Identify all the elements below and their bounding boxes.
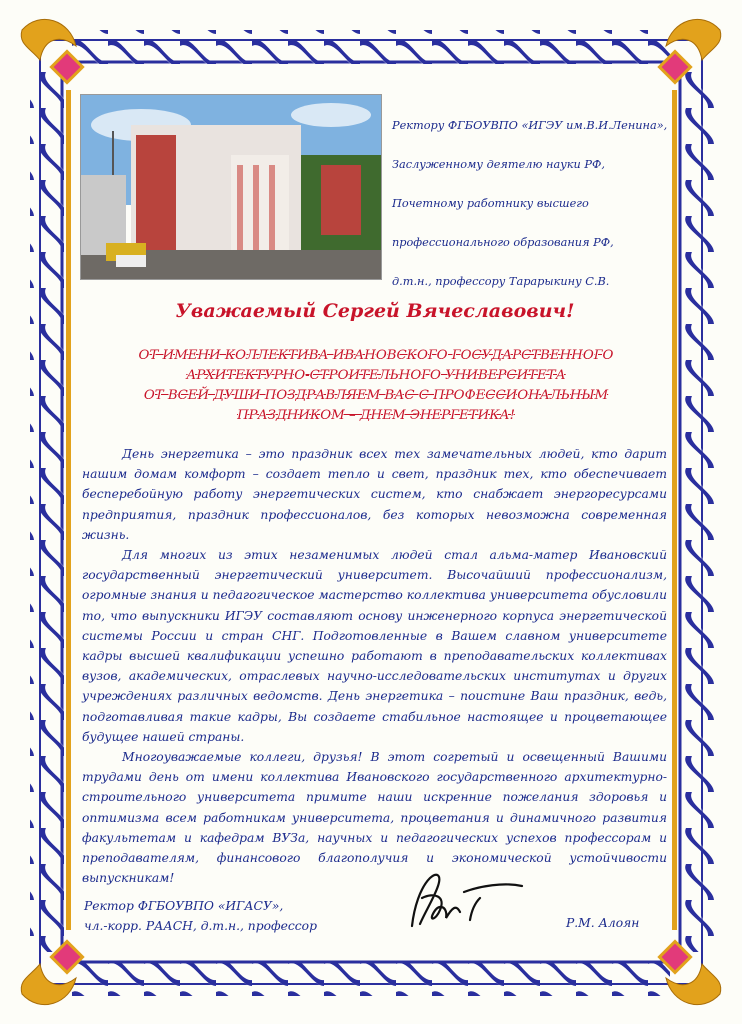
handwritten-signature xyxy=(400,868,530,938)
headline-line: ОТ ВСЕЙ ДУШИ ПОЗДРАВЛЯЕМ ВАС С ПРОФЕССИОНАЛЬНЫМ xyxy=(143,388,609,403)
body-paragraph: День энергетика – это праздник всех тех замечательных людей, кто дарит нашим домам комфорт – создает тепло и свет, праздник тех, кто обеспечивает бесперебойную работу энергетических систем, кто снабжает энергоресурсами предприятия, праздник профессионалов, без которых невозможна современная жизнь. xyxy=(82,447,667,542)
letter-body xyxy=(82,444,667,888)
signatory-name: Р.М. Алоян xyxy=(566,916,640,930)
body-paragraph: Многоуважаемые коллеги, друзья! В этот согретый и освещенный Вашими трудами день от имени коллектива Ивановского государственного архитектурно-строительного университета примите наши искренние пожелания здоровья и оптимизма всем работникам университета, процветания и динамичного развития факультетам и кафедрам ВУЗа, научных и педагогических успехов профессорам и преподавателям, финансового благополучия и экономической устойчивости выпускникам! xyxy=(82,750,667,886)
addressee-line: Почетному работнику высшего xyxy=(392,196,589,210)
signatory-title xyxy=(84,896,317,936)
headline-line: АРХИТЕКТУРНО-СТРОИТЕЛЬНОГО УНИВЕРСИТЕТА xyxy=(186,368,566,383)
congratulation-headline xyxy=(86,346,666,426)
addressee-line: д.т.н., профессору Тарарыкину С.В. xyxy=(392,275,610,289)
headline-line: ПРАЗДНИКОМ – ДНЕМ ЭНЕРГЕТИКА! xyxy=(237,408,515,423)
addressee-line: Заслуженному деятелю науки РФ, xyxy=(392,157,605,171)
signatory-line: Ректор ФГБОУВПО «ИГАСУ», xyxy=(84,899,284,913)
greeting-heading: Уважаемый Сергей Вячеславович! xyxy=(175,300,575,322)
body-paragraph: Для многих из этих незаменимых людей стал альма-матер Ивановский государственный энергетический университет. Высочайший профессионализм, огромные знания и педагогическое мастерство коллектива университета обусловили то, что выпускники ИГЭУ составляют основу инженерного корпуса энергетической системы России и стран СНГ. Подготовленные в Вашем славном университете кадры высшей квалификации успешно работают в преподавательских коллективах вузов, академических, отраслевых научно-исследовательских институтах и других учреждениях различных ведомств. День энергетика – поистине Ваш праздник, ведь, подготавливая такие кадры, Вы создаете стабильное настоящее и процветающее будущее нашей страны. xyxy=(82,548,667,744)
addressee-block xyxy=(392,96,702,312)
addressee-line: Ректору ФГБОУВПО «ИГЭУ им.В.И.Ленина», xyxy=(392,118,668,132)
signatory-line: чл.-корр. РААСН, д.т.н., профессор xyxy=(84,919,317,933)
university-building-photo xyxy=(80,94,382,280)
addressee-line: профессионального образования РФ, xyxy=(392,236,614,250)
headline-line: ОТ ИМЕНИ КОЛЛЕКТИВА ИВАНОВСКОГО ГОСУДАРСТВЕННОГО xyxy=(138,348,614,363)
